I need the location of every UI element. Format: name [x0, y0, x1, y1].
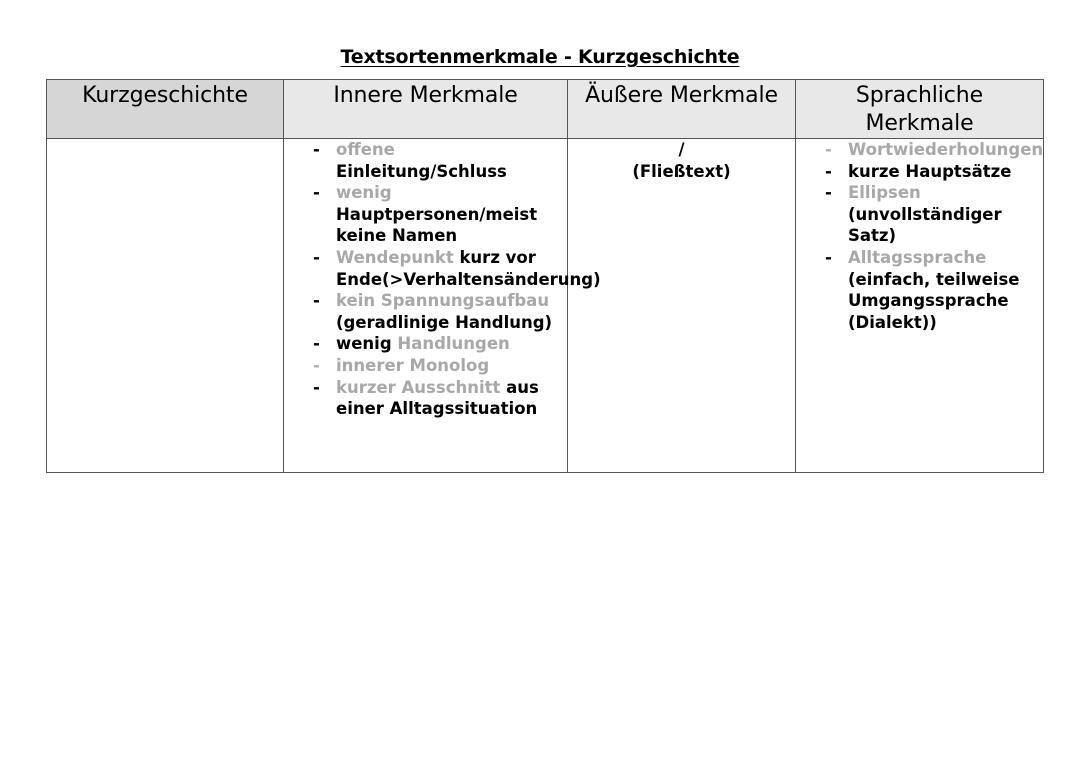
header-sprachliche-line2: Merkmale [865, 111, 974, 136]
list-item: - wenig Handlungen [284, 333, 567, 355]
header-sprachliche-merkmale [796, 80, 1044, 139]
cell-sprachliche-merkmale [796, 139, 1044, 473]
list-item: - Wendepunkt kurz vor Ende(>Verhaltensänderung) [284, 247, 567, 290]
list-item: - kein Spannungsaufbau (geradlinige Handlung) [284, 290, 567, 333]
header-kurzgeschichte: Kurzgeschichte [47, 80, 284, 139]
header-sprachliche-line1: Sprachliche [855, 83, 984, 108]
list-item: - Ellipsen (unvollständiger Satz) [796, 182, 1043, 247]
aeussere-slash: / [678, 140, 685, 159]
list-item: - Wortwiederholungen [796, 139, 1043, 161]
cell-aeussere-merkmale [568, 139, 796, 473]
innere-merkmale-list [284, 139, 601, 420]
list-item: - kurzer Ausschnitt aus einer Alltagssituation [284, 377, 567, 420]
cell-kurzgeschichte [47, 139, 284, 473]
content-row [47, 139, 1044, 473]
aeussere-fliesstext: (Fließtext) [632, 161, 731, 181]
header-innere-merkmale: Innere Merkmale [284, 80, 568, 139]
header-aeussere-merkmale: Äußere Merkmale [568, 80, 796, 139]
list-item: - Alltagssprache (einfach, teilweise Umgangssprache (Dialekt)) [796, 247, 1043, 333]
features-table [46, 79, 1044, 473]
cell-innere-merkmale [284, 139, 601, 473]
list-item: - innerer Monolog [284, 355, 567, 377]
list-item: - kurze Hauptsätze [796, 161, 1043, 183]
sprachliche-merkmale-list [796, 139, 1043, 333]
header-row [47, 80, 1044, 139]
document-title: Textsortenmerkmale - Kurzgeschichte [340, 46, 740, 68]
list-item: - wenig Hauptpersonen/meist keine Namen [284, 182, 567, 247]
list-item: - offene Einleitung/Schluss [284, 139, 567, 182]
